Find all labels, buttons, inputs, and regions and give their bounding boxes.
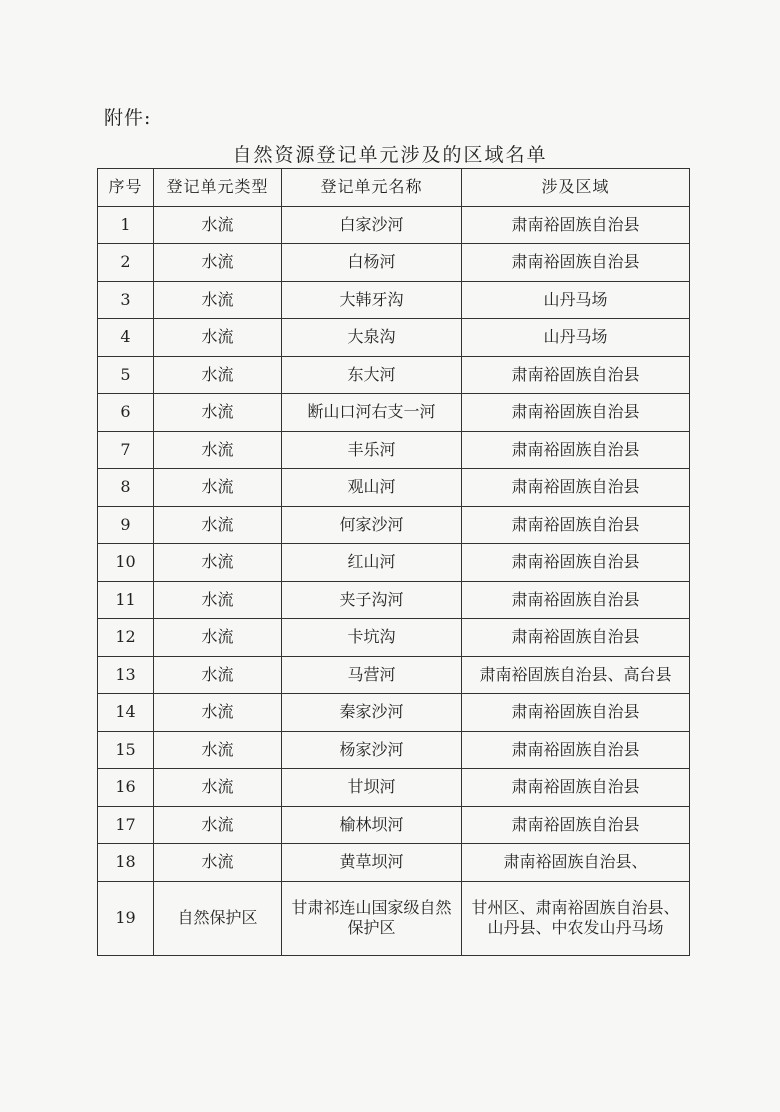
cell-unit-type: 水流 — [154, 844, 282, 882]
table-row — [98, 431, 690, 469]
cell-serial-number: 14 — [98, 694, 154, 732]
cell-unit-name: 白家沙河 — [282, 206, 462, 244]
cell-serial-number: 16 — [98, 769, 154, 807]
cell-region: 山丹马场 — [462, 319, 690, 357]
cell-region: 肃南裕固族自治县 — [462, 469, 690, 507]
cell-serial-number: 19 — [98, 881, 154, 955]
cell-unit-type: 水流 — [154, 506, 282, 544]
table-row — [98, 206, 690, 244]
table-row — [98, 881, 690, 955]
cell-unit-name: 东大河 — [282, 356, 462, 394]
cell-region: 肃南裕固族自治县 — [462, 806, 690, 844]
cell-unit-name: 白杨河 — [282, 244, 462, 282]
cell-serial-number: 17 — [98, 806, 154, 844]
cell-unit-name: 秦家沙河 — [282, 694, 462, 732]
cell-region: 肃南裕固族自治县 — [462, 694, 690, 732]
cell-unit-type: 自然保护区 — [154, 881, 282, 955]
cell-region: 肃南裕固族自治县 — [462, 581, 690, 619]
table-body — [98, 206, 690, 955]
cell-unit-type: 水流 — [154, 469, 282, 507]
cell-serial-number: 13 — [98, 656, 154, 694]
table-row — [98, 244, 690, 282]
cell-unit-name: 杨家沙河 — [282, 731, 462, 769]
cell-unit-type: 水流 — [154, 206, 282, 244]
table-row — [98, 844, 690, 882]
cell-serial-number: 2 — [98, 244, 154, 282]
header-unit-name: 登记单元名称 — [282, 169, 462, 207]
cell-region: 肃南裕固族自治县 — [462, 619, 690, 657]
cell-serial-number: 10 — [98, 544, 154, 582]
cell-serial-number: 12 — [98, 619, 154, 657]
cell-region: 肃南裕固族自治县 — [462, 244, 690, 282]
table-header-row — [98, 169, 690, 207]
cell-serial-number: 18 — [98, 844, 154, 882]
cell-region: 肃南裕固族自治县 — [462, 431, 690, 469]
cell-unit-name: 黄草坝河 — [282, 844, 462, 882]
cell-unit-type: 水流 — [154, 394, 282, 432]
cell-unit-type: 水流 — [154, 656, 282, 694]
cell-region: 肃南裕固族自治县 — [462, 394, 690, 432]
cell-serial-number: 6 — [98, 394, 154, 432]
table-row — [98, 356, 690, 394]
cell-region: 肃南裕固族自治县 — [462, 206, 690, 244]
table-row — [98, 394, 690, 432]
cell-serial-number: 7 — [98, 431, 154, 469]
document-title: 自然资源登记单元涉及的区域名单 — [232, 144, 548, 166]
cell-unit-type: 水流 — [154, 281, 282, 319]
cell-region: 肃南裕固族自治县、高台县 — [462, 656, 690, 694]
cell-serial-number: 5 — [98, 356, 154, 394]
cell-unit-name: 大泉沟 — [282, 319, 462, 357]
cell-unit-name: 大韩牙沟 — [282, 281, 462, 319]
cell-serial-number: 15 — [98, 731, 154, 769]
table-row — [98, 619, 690, 657]
cell-region: 山丹马场 — [462, 281, 690, 319]
table-row — [98, 694, 690, 732]
table-row — [98, 469, 690, 507]
cell-region: 肃南裕固族自治县 — [462, 544, 690, 582]
cell-unit-name: 观山河 — [282, 469, 462, 507]
region-list-table — [97, 168, 690, 956]
cell-serial-number: 11 — [98, 581, 154, 619]
table-row — [98, 581, 690, 619]
table-row — [98, 769, 690, 807]
cell-unit-type: 水流 — [154, 694, 282, 732]
table-row — [98, 281, 690, 319]
cell-unit-type: 水流 — [154, 356, 282, 394]
cell-region: 肃南裕固族自治县 — [462, 731, 690, 769]
cell-unit-type: 水流 — [154, 731, 282, 769]
cell-unit-name: 红山河 — [282, 544, 462, 582]
cell-unit-name: 卡坑沟 — [282, 619, 462, 657]
cell-region: 肃南裕固族自治县 — [462, 506, 690, 544]
cell-serial-number: 4 — [98, 319, 154, 357]
cell-unit-name: 丰乐河 — [282, 431, 462, 469]
cell-unit-name: 甘坝河 — [282, 769, 462, 807]
table-row — [98, 506, 690, 544]
cell-unit-type: 水流 — [154, 806, 282, 844]
cell-unit-type: 水流 — [154, 544, 282, 582]
cell-region: 肃南裕固族自治县、 — [462, 844, 690, 882]
cell-unit-name: 何家沙河 — [282, 506, 462, 544]
cell-serial-number: 9 — [98, 506, 154, 544]
table-row — [98, 319, 690, 357]
cell-unit-name: 断山口河右支一河 — [282, 394, 462, 432]
table-row — [98, 806, 690, 844]
header-unit-type: 登记单元类型 — [154, 169, 282, 207]
cell-region: 甘州区、肃南裕固族自治县、山丹县、中农发山丹马场 — [462, 881, 690, 955]
cell-unit-type: 水流 — [154, 769, 282, 807]
cell-unit-type: 水流 — [154, 244, 282, 282]
cell-unit-type: 水流 — [154, 581, 282, 619]
cell-unit-type: 水流 — [154, 619, 282, 657]
table-row — [98, 656, 690, 694]
cell-serial-number: 3 — [98, 281, 154, 319]
cell-unit-type: 水流 — [154, 319, 282, 357]
cell-unit-name: 甘肃祁连山国家级自然保护区 — [282, 881, 462, 955]
header-region: 涉及区域 — [462, 169, 690, 207]
cell-unit-name: 夹子沟河 — [282, 581, 462, 619]
cell-region: 肃南裕固族自治县 — [462, 356, 690, 394]
cell-serial-number: 1 — [98, 206, 154, 244]
table-row — [98, 544, 690, 582]
cell-serial-number: 8 — [98, 469, 154, 507]
cell-unit-name: 马营河 — [282, 656, 462, 694]
cell-unit-type: 水流 — [154, 431, 282, 469]
attachment-label: 附件: — [104, 107, 152, 129]
table-row — [98, 731, 690, 769]
cell-unit-name: 榆林坝河 — [282, 806, 462, 844]
cell-region: 肃南裕固族自治县 — [462, 769, 690, 807]
header-serial-number: 序号 — [98, 169, 154, 207]
